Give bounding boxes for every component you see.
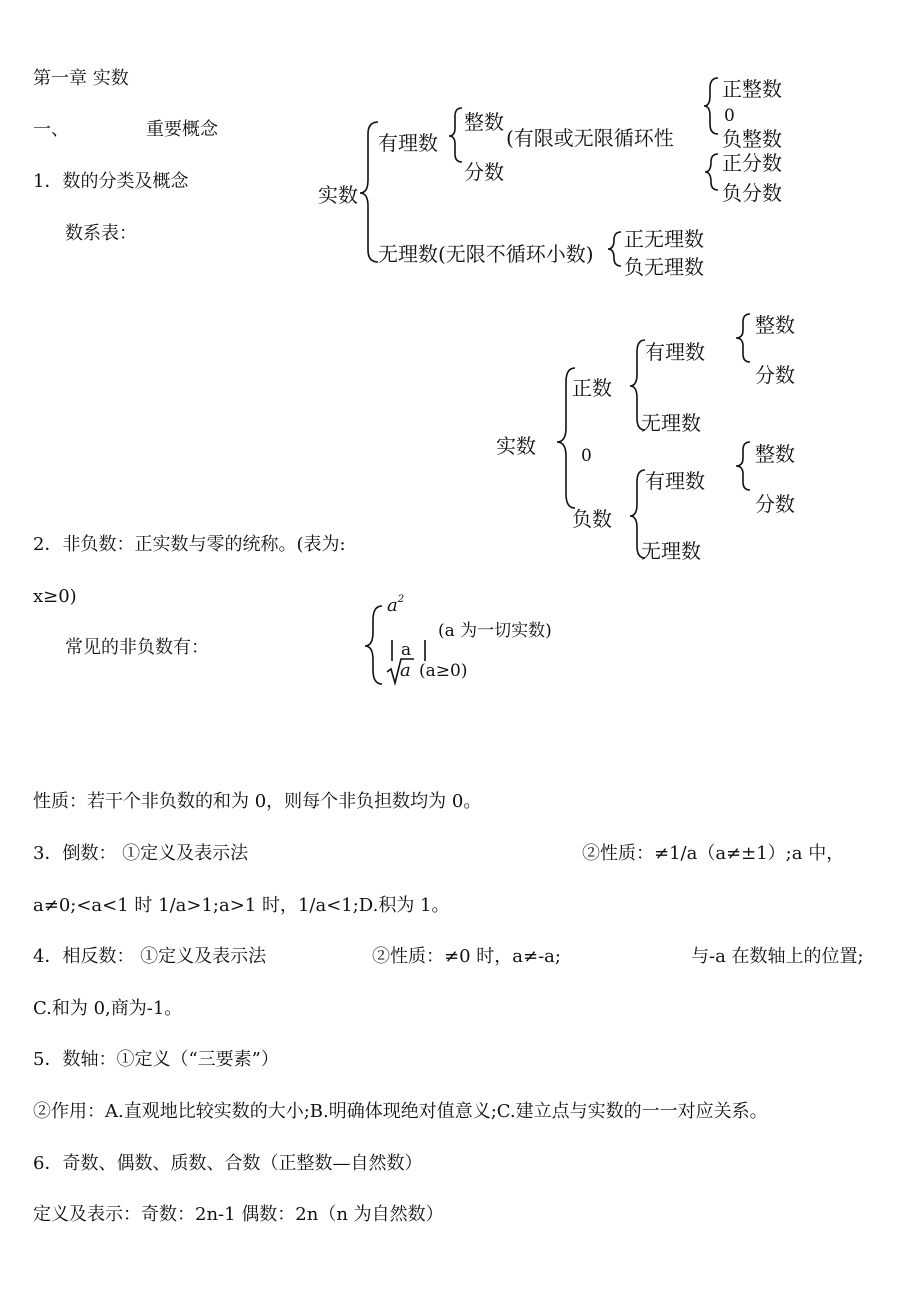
property-line: 性质：若干个非负数的和为 0，则每个非负担数均为 0。 <box>33 791 482 812</box>
item1-subheading: 数系表： <box>65 223 137 244</box>
formula-square-exponent: 2 <box>397 594 405 605</box>
section-number: 一、 <box>33 119 69 140</box>
tree1-fraction: 分数 <box>464 160 504 184</box>
tree2-irrational-negative: 无理数 <box>641 539 701 563</box>
tree2-rational-negative: 有理数 <box>645 469 705 493</box>
item4-part2: ②性质：≠0 时，a≠-a; <box>372 946 561 967</box>
item6-line2: 定义及表示：奇数：2n-1 偶数：2n（n 为自然数） <box>33 1204 444 1225</box>
item2-line1: 2．非负数：正实数与零的统称。(表为: <box>33 534 346 555</box>
item4-part3: 与-a 在数轴上的位置; <box>691 946 864 967</box>
section-title: 重要概念 <box>146 119 218 140</box>
tree1-negative-fraction: 负分数 <box>722 181 782 205</box>
item3-left: 3．倒数： ①定义及表示法 <box>33 843 249 864</box>
tree1-integer-note: (有限或无限循环性 <box>506 126 674 150</box>
tree2-root: 实数 <box>496 434 536 458</box>
formula-sqrt-condition: (a≥0) <box>419 661 468 681</box>
chapter-title: 第一章 实数 <box>33 68 129 89</box>
tree2-zero: 0 <box>581 446 592 466</box>
item3-right: ②性质：≠1/a（a≠±1）;a 中， <box>582 843 845 864</box>
item2-line2: x≥0) <box>33 586 77 607</box>
tree2-fraction-negative: 分数 <box>755 492 795 516</box>
tree1-rational: 有理数 <box>378 131 438 155</box>
tree2-positive: 正数 <box>572 376 612 400</box>
tree1-positive-irrational: 正无理数 <box>624 227 704 251</box>
tree2-rational-positive: 有理数 <box>645 340 705 364</box>
tree1-root: 实数 <box>318 183 358 207</box>
tree1-positive-integer: 正整数 <box>722 77 782 101</box>
item5-line2: ②作用：A.直观地比较实数的大小;B.明确体现绝对值意义;C.建立点与实数的一一对应关系。 <box>33 1101 768 1122</box>
tree1-positive-fraction: 正分数 <box>722 151 782 175</box>
tree2-fraction-positive: 分数 <box>755 363 795 387</box>
item5-line1: 5．数轴：①定义（“三要素”） <box>33 1049 279 1070</box>
tree2-integer-positive: 整数 <box>755 313 795 337</box>
formula-sqrt-radicand: a <box>400 660 411 681</box>
tree1-irrational: 无理数(无限不循环小数) <box>378 242 594 266</box>
item4-part1: 4．相反数： ①定义及表示法 <box>33 946 267 967</box>
formula-abs-value: a <box>401 640 412 660</box>
item2-common-label: 常见的非负数有： <box>65 637 209 658</box>
item3-line2: a≠0;<a<1 时 1/a>1;a>1 时，1/a<1;D.积为 1。 <box>33 895 450 916</box>
tree2-negative: 负数 <box>572 507 612 531</box>
tree2-irrational-positive: 无理数 <box>641 411 701 435</box>
item4-line2: C.和为 0,商为-1。 <box>33 998 183 1019</box>
item6-line1: 6．奇数、偶数、质数、合数（正整数—自然数） <box>33 1153 423 1174</box>
formula-note: (a 为一切实数) <box>438 621 552 641</box>
item1-heading: 1．数的分类及概念 <box>33 171 189 192</box>
tree1-negative-integer: 负整数 <box>722 127 782 151</box>
tree1-integer: 整数 <box>464 110 504 134</box>
formula-square-base: $a^2$ <box>387 594 405 616</box>
tree2-integer-negative: 整数 <box>755 442 795 466</box>
tree1-zero: 0 <box>724 106 735 126</box>
tree1-negative-irrational: 负无理数 <box>624 255 704 279</box>
